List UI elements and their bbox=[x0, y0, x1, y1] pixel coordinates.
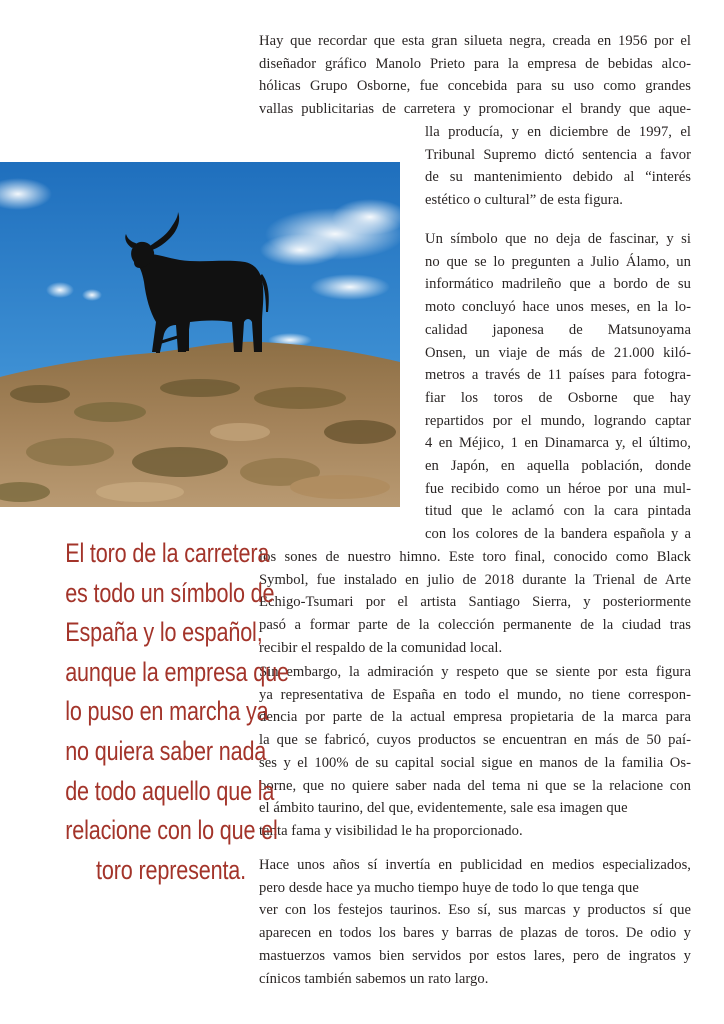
text-line: Un símbolo que no deja de fascinar, y si bbox=[425, 231, 691, 247]
text-line: de su mantenimiento debido al “interés bbox=[425, 169, 691, 186]
pull-quote-line: España y lo español, bbox=[65, 617, 263, 648]
pull-quote-line: aunque la empresa que bbox=[65, 656, 289, 687]
text-line: titud que le aclamó con la cara pintada bbox=[425, 503, 691, 520]
text-line: recibir el respaldo de la comunidad local. bbox=[259, 639, 503, 656]
pull-quote-line: no quiera saber nada bbox=[65, 735, 267, 766]
text-line: fiar los toros de Osborne que hay bbox=[425, 389, 691, 406]
pull-quote-line: es todo un símbolo de bbox=[65, 577, 275, 608]
text-line: Sin embargo, la admiración y respeto que se siente por esta figura bbox=[259, 664, 691, 680]
pull-quote-line: lo puso en marcha ya bbox=[65, 696, 269, 727]
text-line: el ámbito taurino, del que, evidentemente, sale esa imagen que bbox=[259, 800, 628, 817]
text-line: Echigo-Tsumari por el artista Santiago Sierra, y posteriormente bbox=[259, 594, 691, 611]
text-line: ya representativa de España en todo el mundo, no tiene correspon- bbox=[259, 686, 691, 703]
text-line: estético o cultural” de esta figura. bbox=[425, 191, 623, 208]
text-line: en Japón, en aquella población, donde bbox=[425, 458, 691, 475]
text-line: Hace unos años sí invertía en publicidad en medios especializados, bbox=[259, 857, 691, 873]
text-line: moto concluyó hace unos meses, en la lo- bbox=[425, 299, 691, 316]
text-line: calidad japonesa de Matsunoyama bbox=[425, 321, 691, 338]
osborne-bull-photo bbox=[0, 162, 400, 507]
text-line: Hay que recordar que esta gran silueta negra, creada en 1956 por el bbox=[259, 33, 691, 49]
text-line: repartidos por el mundo, logrando captar bbox=[425, 412, 691, 429]
text-line: vallas publicitarias de carretera y promocionar el brandy que aque- bbox=[259, 101, 691, 118]
pull-quote-line: El toro de la carretera bbox=[65, 538, 270, 568]
text-line: la que se fabricó, cuyos productos se encuentran en más de 50 paí- bbox=[259, 732, 691, 749]
text-line: dencia por parte de la actual empresa propietaria de la marca para bbox=[259, 709, 691, 726]
text-line: hólicas Grupo Osborne, fue concebida para su uso como grandes bbox=[259, 78, 691, 95]
text-line: cínicos también sabemos un rato largo. bbox=[259, 970, 489, 987]
text-line: pero desde hace ya mucho tiempo huye de todo lo que tenga que bbox=[259, 879, 639, 896]
text-line: pasó a formar parte de la colección permanente de la ciudad tras bbox=[259, 616, 691, 633]
pull-quote-line: relacione con lo que el bbox=[65, 815, 278, 846]
text-line: lla producía, y en diciembre de 1997, el bbox=[425, 123, 691, 140]
pull-quote bbox=[65, 534, 289, 890]
text-line: aparecen en todos los bares y barras de plazas de toros. De odio y bbox=[259, 925, 691, 942]
text-line: ses y el 100% de su capital social sigue en manos de la familia Os- bbox=[259, 754, 691, 771]
text-line: tanta fama y visibilidad le ha proporcionado. bbox=[259, 822, 523, 839]
text-line: no que se lo pregunten a Julio Álamo, un bbox=[425, 253, 691, 270]
text-line: ver con los festejos taurinos. Eso sí, sus marcas y productos sí que bbox=[259, 902, 691, 919]
text-line: fue recibido como un héroe por una mul- bbox=[425, 480, 691, 497]
text-line: los sones de nuestro himno. Este toro final, conocido como Black bbox=[259, 548, 691, 565]
text-line: mastuerzos vamos bien servidos por estos lares, pero de ingratos y bbox=[259, 947, 691, 964]
text-line: borne, que no quiere saber nada del tema ni que se la relacione con bbox=[259, 777, 691, 794]
text-line: informático madrileño que a bordo de su bbox=[425, 276, 691, 293]
text-line: 4 en Méjico, 1 en Dinamarca y, el último, bbox=[425, 435, 691, 452]
text-line: metros a través de 11 países para fotogra- bbox=[425, 367, 691, 384]
text-line: con los colores de la bandera española y a bbox=[425, 526, 691, 543]
text-line: Tribunal Supremo dictó sentencia a favor bbox=[425, 146, 691, 163]
text-line: diseñador gráfico Manolo Prieto para la empresa de bebidas alco- bbox=[259, 55, 691, 72]
text-line: Onsen, un viaje de más de 21.000 kiló- bbox=[425, 344, 691, 361]
text-line: Symbol, fue instalado en julio de 2018 durante la Trienal de Arte bbox=[259, 571, 691, 588]
pull-quote-line: de todo aquello que la bbox=[65, 775, 275, 806]
pull-quote-line: toro representa. bbox=[96, 854, 246, 885]
